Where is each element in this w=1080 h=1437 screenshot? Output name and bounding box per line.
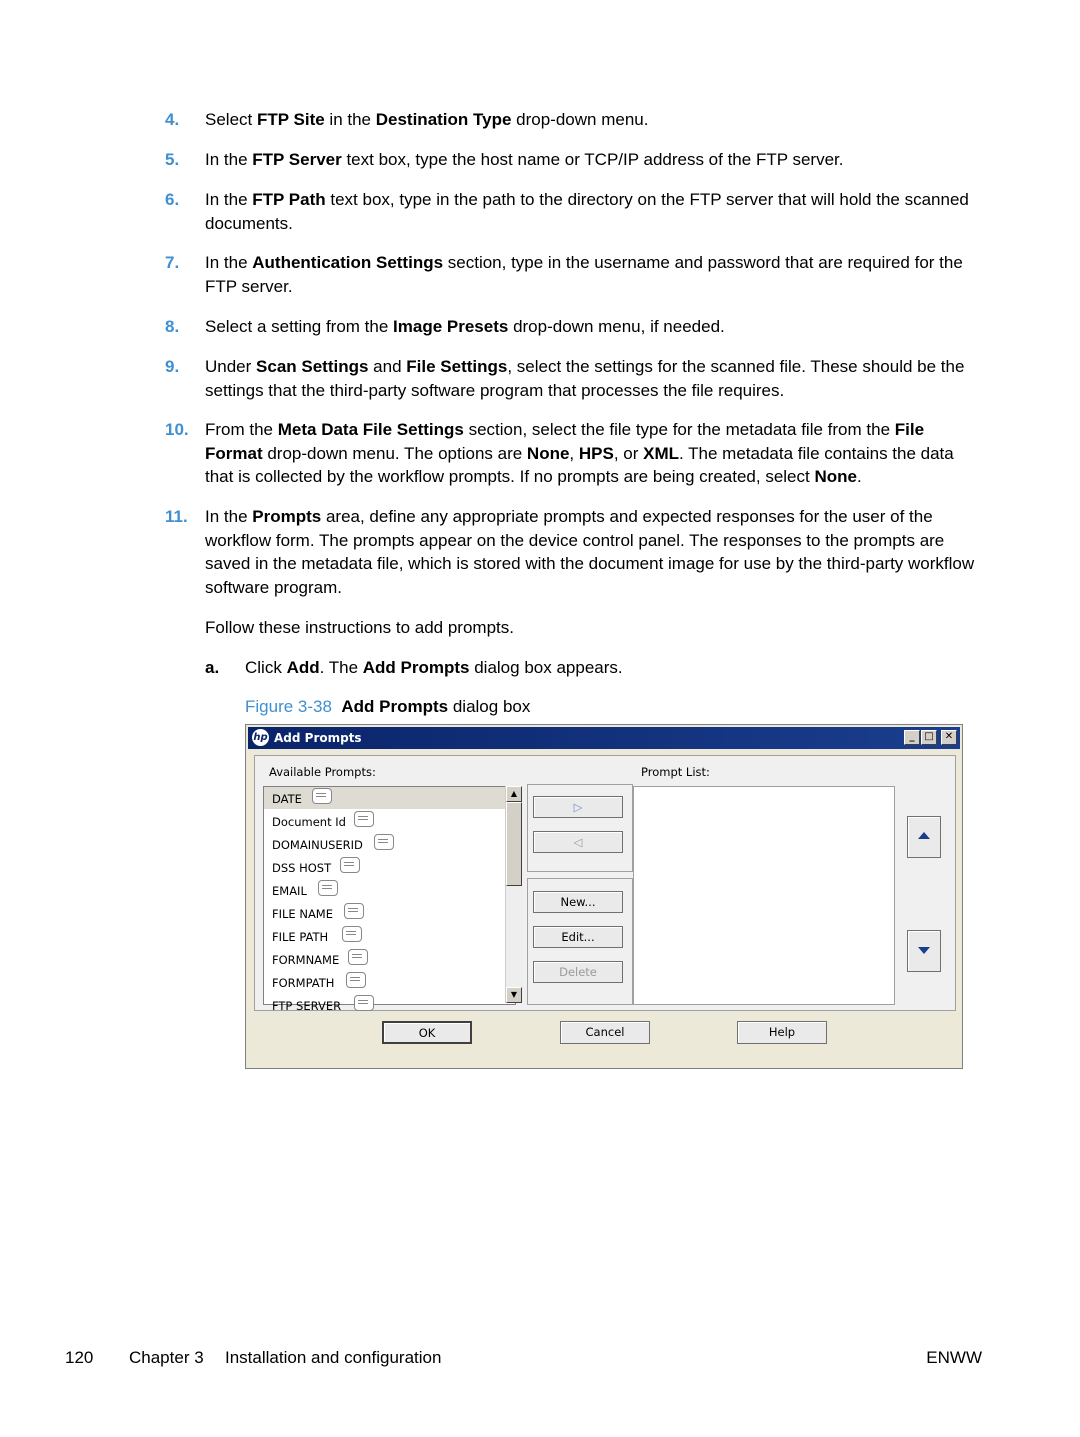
minimize-button[interactable]: _ — [904, 730, 920, 745]
list-item-label: FTP SERVER — [272, 999, 342, 1013]
prompt-bubble-icon — [346, 972, 366, 988]
list-item-label: FORMNAME — [272, 953, 340, 967]
footer-right-label: ENWW — [926, 1348, 982, 1367]
list-item[interactable] — [264, 971, 507, 993]
edit-button[interactable]: Edit... — [533, 926, 623, 948]
step-text: In the FTP Path text box, type in the path to the directory on the FTP server that will hold the scanned documents. — [205, 190, 969, 233]
step-10 — [165, 418, 980, 490]
step-7 — [165, 251, 980, 299]
cancel-button[interactable]: Cancel — [560, 1021, 650, 1044]
prompt-bubble-icon — [318, 880, 338, 896]
step-number: 6. — [165, 190, 180, 209]
arrow-up-icon — [918, 832, 930, 839]
scroll-up-button[interactable]: ▲ — [506, 786, 522, 802]
step-number: 8. — [165, 317, 180, 336]
step-text: In the Prompts area, define any appropriate prompts and expected responses for the user of the workflow form. The prompts appear on the device control panel. The responses to the prompts are saved in the metadata file, which is stored with the document image for use by the third-party workflow software program. — [205, 507, 975, 598]
substep-a — [205, 656, 905, 680]
step-number: 9. — [165, 357, 180, 376]
remove-from-list-button[interactable]: ◁ — [533, 831, 623, 853]
step-11 — [165, 505, 980, 601]
prompt-bubble-icon — [348, 949, 368, 965]
step-text: Select a setting from the Image Presets drop-down menu, if needed. — [205, 317, 725, 336]
list-item[interactable] — [264, 925, 507, 947]
move-up-button[interactable] — [907, 816, 941, 858]
step-9 — [165, 355, 980, 403]
list-item[interactable] — [264, 787, 507, 809]
arrow-down-icon — [918, 947, 930, 954]
step-number: 10. — [165, 420, 189, 439]
list-item-label: Document Id — [272, 815, 346, 829]
list-item[interactable] — [264, 833, 507, 855]
prompt-bubble-icon — [340, 857, 360, 873]
step-5 — [165, 148, 980, 172]
step-6 — [165, 188, 980, 236]
step-number: 7. — [165, 253, 180, 272]
delete-button[interactable]: Delete — [533, 961, 623, 983]
prompt-bubble-icon — [354, 995, 374, 1011]
prompt-bubble-icon — [312, 788, 332, 804]
step-8 — [165, 315, 980, 339]
available-prompts-label: Available Prompts: — [269, 765, 376, 779]
list-item-label: FILE NAME — [272, 907, 333, 921]
dialog-body — [254, 755, 956, 1011]
step-number: 11. — [165, 507, 188, 526]
step-number: 4. — [165, 110, 180, 129]
ok-button[interactable]: OK — [382, 1021, 472, 1044]
list-item[interactable] — [264, 994, 507, 1016]
list-item[interactable] — [264, 948, 507, 970]
figure-caption — [245, 697, 530, 717]
list-item[interactable] — [264, 902, 507, 924]
step-text: Under Scan Settings and File Settings, select the settings for the scanned file. These should be the settings that the third-party software program that processes the file requires. — [205, 357, 965, 400]
chapter-title: Installation and configuration — [225, 1348, 442, 1367]
list-item-label: EMAIL — [272, 884, 307, 898]
list-item-label: DSS HOST — [272, 861, 332, 875]
add-prompts-dialog — [245, 724, 963, 1069]
dialog-titlebar — [248, 727, 960, 749]
step-number: 5. — [165, 150, 180, 169]
substep-text: Click Add. The Add Prompts dialog box appears. — [245, 658, 623, 677]
help-button[interactable]: Help — [737, 1021, 827, 1044]
step-text: From the Meta Data File Settings section, select the file type for the metadata file from the File Format drop-down menu. The options are None, HPS, or XML. The metadata file contains the data that is collected by the workflow prompts. If no prompts are being created, select None. — [205, 420, 954, 487]
scrollbar-thumb[interactable] — [506, 802, 522, 886]
list-item-label: DATE — [272, 792, 302, 806]
prompt-bubble-icon — [374, 834, 394, 850]
hp-logo-icon: hp — [252, 729, 269, 746]
step-text: In the Authentication Settings section, type in the username and password that are required for the FTP server. — [205, 253, 963, 296]
figure-title: Add Prompts — [341, 697, 449, 716]
close-button[interactable]: ✕ — [941, 730, 957, 745]
step-4 — [165, 108, 980, 132]
prompt-bubble-icon — [342, 926, 362, 942]
substep-number: a. — [205, 658, 220, 677]
dialog-title: Add Prompts — [274, 731, 362, 745]
add-to-list-button[interactable]: ▷ — [533, 796, 623, 818]
list-item[interactable] — [264, 879, 507, 901]
step-text: Select FTP Site in the Destination Type drop-down menu. — [205, 110, 649, 129]
follow-instructions: Follow these instructions to add prompts. — [205, 618, 514, 637]
list-item-label: FORMPATH — [272, 976, 335, 990]
maximize-button[interactable]: □ — [921, 730, 937, 745]
list-item-label: FILE PATH — [272, 930, 329, 944]
list-item-label: DOMAINUSERID — [272, 838, 363, 852]
new-button[interactable]: New... — [533, 891, 623, 913]
chapter-label: Chapter 3 — [129, 1348, 204, 1367]
prompt-list-label: Prompt List: — [641, 765, 710, 779]
available-list-scrollbar[interactable] — [505, 786, 523, 1003]
list-item[interactable] — [264, 856, 507, 878]
figure-label: Figure 3-38 — [245, 697, 332, 716]
move-down-button[interactable] — [907, 930, 941, 972]
prompt-list[interactable] — [633, 786, 895, 1005]
page-number: 120 — [65, 1348, 94, 1367]
prompt-bubble-icon — [344, 903, 364, 919]
step-text: In the FTP Server text box, type the host name or TCP/IP address of the FTP server. — [205, 150, 844, 169]
prompt-bubble-icon — [354, 811, 374, 827]
scroll-down-button[interactable]: ▼ — [506, 987, 522, 1003]
list-item[interactable] — [264, 810, 507, 832]
figure-suffix: dialog box — [448, 697, 531, 716]
available-prompts-list[interactable] — [263, 786, 516, 1013]
